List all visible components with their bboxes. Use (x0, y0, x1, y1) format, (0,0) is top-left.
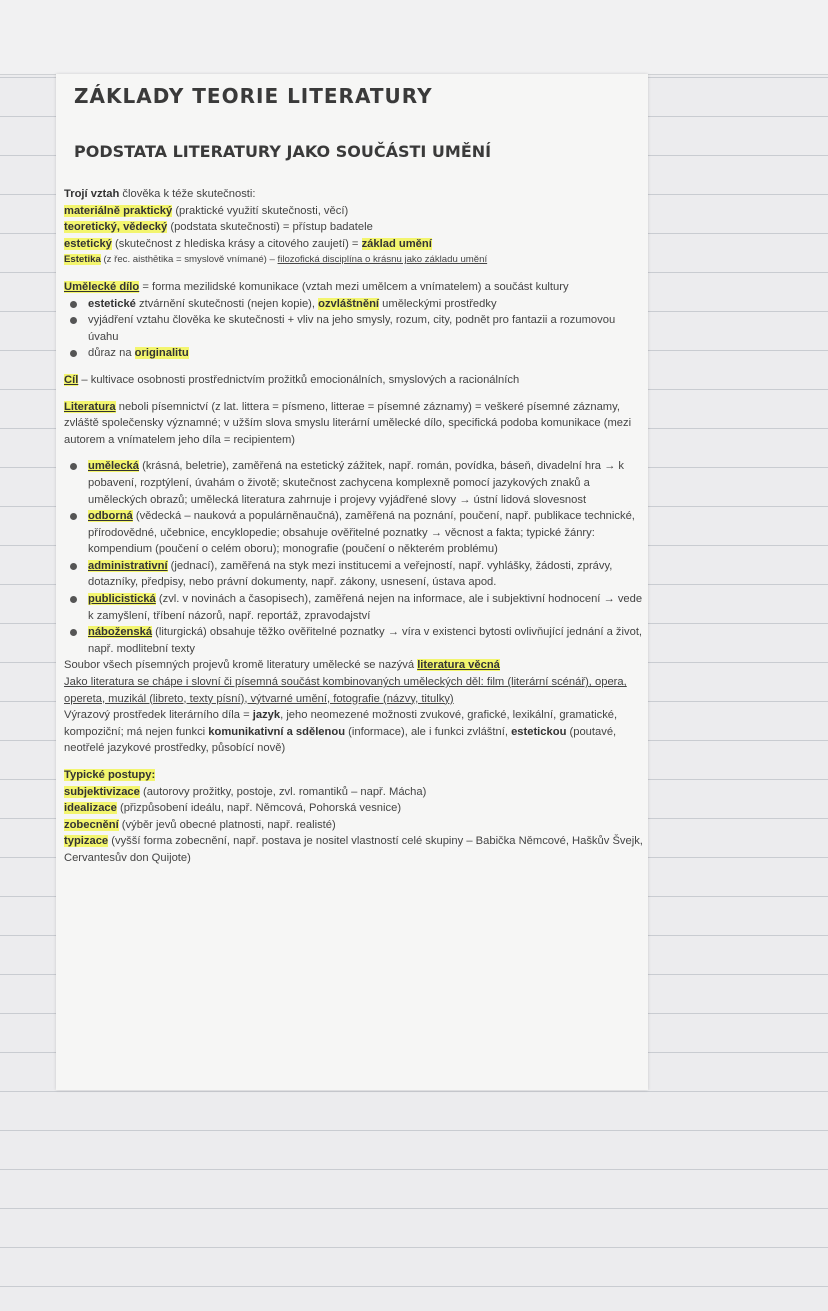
postup-item: zobecnění (výběr jevů obecné platnosti, např. realisté) (64, 818, 336, 831)
list-item: administrativní (jednací), zaměřená na styk mezi institucemi a veřejností, např. vyhlášky, žádosti, zprávy, dotazníky, předpisy, nebo právní dokumenty, např. zákony, usnesení, ústava apod. (64, 558, 644, 591)
document-subtitle: PODSTATA LITERATURY JAKO SOUČÁSTI UMĚNÍ (74, 142, 492, 161)
vecna-literatura: Soubor všech písemných projevů kromě literatury umělecké se nazývá literatura věcná (64, 659, 500, 672)
list-item: publicistická (zvl. v novinách a časopisech), zaměřená nejen na informace, ale i subjektivní hodnocení → vede k zamyšlení, tříbení názorů, např. reportáž, zpravodajství (64, 591, 644, 624)
postup-item: idealizace (přizpůsobení ideálu, např. Němcová, Pohorská vesnice) (64, 802, 402, 815)
cil-definition: Cíl – kultivace osobnosti prostřednictvím prožitků emocionálních, smyslových a racionálních (64, 373, 520, 386)
vztah-heading: Trojí vztah člověka k téže skutečnosti: (64, 188, 256, 200)
list-item: náboženská (liturgická) obsahuje těžko ověřitelné poznatky → víra v existenci bytosti ovlivňující jednání a život, např. modlitební texty (64, 624, 644, 657)
list-item: odborná (vědecká – naukovά a populárněnaučná), zaměřená na poznání, poučení, např. publikace technické, přírodovědné, učebnice, encyklopedie; obsahuje ověřitelné poznatky → věcnost a fakta; typické žánry: kompendium (poučení o celém oboru); monografie (poučení o některém problému) (64, 508, 644, 558)
list-item: důraz na originalitu (64, 345, 644, 362)
dilo-definition: Umělecké dílo = forma mezilidské komunikace (vztah mezi umělcem a vnímatelem) a součást kultury (64, 280, 569, 293)
list-item: vyjádření vztahu člověka ke skutečnosti + vliv na jeho smysly, rozum, city, podnět pro fantazii a rozumovou úvahu (64, 312, 644, 345)
list-item: estetické ztvárnění skutečnosti (nejen kopie), ozvláštnění uměleckými prostředky (64, 296, 644, 313)
notebook-top-page (0, 0, 828, 75)
literatura-definition: Literatura neboli písemnictví (z lat. littera = písmeno, litterae = písemné záznamy) = veškeré písemné záznamy, zvláště společensky významné; v užším slova smyslu literární umělecké dílo, specifická podoba komunikace (mezi autorem a vnímatelem jeho díla = recipientem) (64, 400, 632, 446)
jazyk-definition: Výrazový prostředek literárního díla = jazyk, jeho neomezené možnosti zvukové, grafické, lexikální, gramatické, kompoziční; má nejen funkci komunikativní a sdělenou (informace), ale i funkci zvláštní, estetickou (poutavé, neotřelé jazykové prostředky, působící nově) (64, 709, 618, 755)
postup-item: typizace (vyšší forma zobecnění, např. postava je nositel vlastností celé skupiny – Babička Němcové, Haškův Švejk, Cervantesův don Quijote) (64, 835, 643, 864)
estetika-definition: Estetika (z řec. aisthētika = smyslově vnímané) – filozofická disciplína o krásnu jako základu umění (64, 254, 488, 266)
postupy-heading: Typické postupy: (64, 769, 156, 781)
vztah-item: materiálně praktický (praktické využití skutečnosti, věcí) (64, 204, 349, 217)
postup-item: subjektivizace (autorovy prožitky, postoje, zvl. romantiků – např. Mácha) (64, 785, 427, 798)
literatura-types-list (64, 458, 644, 657)
kombinovana-dila: Jako literatura se chápe i slovní či písemná součást kombinovaných uměleckých děl: film (literární scénář), opera, opereta, muzikál (libreto, texty písní), výtvarné umění, fotografie (názvy, titulky) (64, 676, 627, 705)
document-body (64, 186, 644, 867)
vztah-item: teoretický, vědecký (podstata skutečnosti) = přístup badatele (64, 221, 373, 234)
vztah-item: estetický (skutečnost z hlediska krásy a citového zaujetí) = základ umění (64, 237, 432, 250)
dilo-list (64, 296, 644, 362)
list-item: umělecká (krásná, beletrie), zaměřená na estetický zážitek, např. román, povídka, báseň, divadelní hra → k pobavení, rozptýlení, úvahám o životě; skutečnost zachycena komplexně pomocí jazykových znaků a uměleckých obrazů; umělecká literatura zahrnuje i projevy vyjádřené slovy → ústní lidová slovesnost (64, 458, 644, 508)
document-title: ZÁKLADY TEORIE LITERATURY (74, 84, 433, 108)
